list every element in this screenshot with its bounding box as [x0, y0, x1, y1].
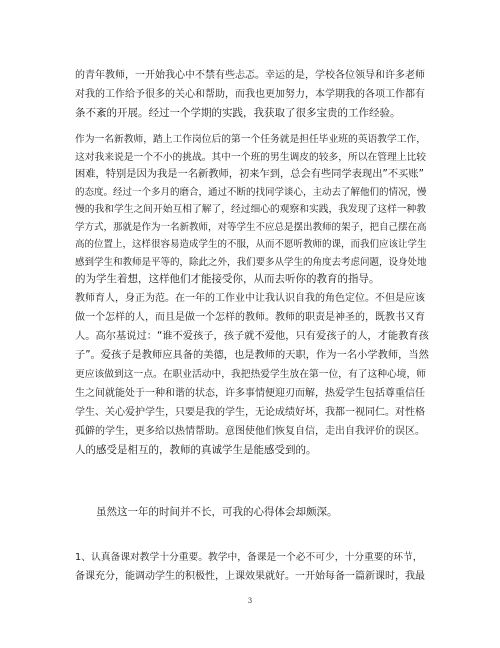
text-line: 学生、关心爱护学生，只要是我的学生，无论成绩好坏，我都一视同仁。对性格: [75, 407, 425, 418]
text-line: 的青年教师，一开始我心中不禁有些忐忑。幸运的是，学校各位领导和许多老师: [75, 70, 425, 81]
text-line: 人的感受是相互的，教师的真诚学生是能感受到的。: [75, 444, 317, 456]
text-line: 这对我来说是一个不小的挑战。其中一个班的男生调皮的较多，所以在管理上比较: [75, 151, 426, 163]
paragraph-5: [75, 548, 430, 586]
text-line: 子”。爱孩子是教师应具备的美德，也是教师的天职，作为一名小学教师，当然: [75, 349, 429, 361]
text-line: 的态度。经过一个多月的磨合，通过不断的找同学谈心，主动去了解他们的情况，慢: [75, 186, 427, 198]
text-line: 条不紊的开展。经过一个学期的实践，我获取了很多宝贵的工作经验。: [75, 107, 401, 119]
paragraph-2: [75, 131, 430, 289]
text-line: 教师育人，身正为范。在一年的工作业中让我认识自我的角色定位。不但是应该: [75, 293, 425, 304]
text-line: 困难，特别是因为我是一名新教师，初来乍到，总会有些同学表现出”不买账”: [75, 168, 424, 180]
paragraph-3: [75, 289, 430, 460]
text-line: 学方式，那就是作为一名新教师，对等学生不应总是摆出教师的架子，把自己摆在高: [75, 221, 427, 233]
text-line: 1、认真备课对教学十分重要。教学中，备课是一个必不可少，十分重要的环节，: [75, 552, 423, 563]
text-line: 对我的工作给予很多的关心和帮助，而我也更加努力，本学期我的各项工作都有: [75, 89, 425, 100]
page-number: 3: [247, 597, 253, 605]
text-line: 孤僻的学生，更多给以热情帮助。意图使他们恢复自信，走出自我评价的误区。: [75, 426, 425, 437]
text-line: 更应该做到这一点。在职业活动中，我把热爱学生放在第一位，有了这种心境，师: [75, 369, 426, 380]
paragraph-1: [75, 66, 430, 123]
text-line: 虽然这一年的时间并不长，可我的心得体会却颇深。: [75, 506, 338, 518]
text-line: 做一个怎样的人，而且是做一个怎样的教师。教师的职责是神圣的，既教书又育: [75, 312, 425, 323]
text-line: 人。高尔基说过：“谁不爱孩子，孩子就不爱他，只有爱孩子的人，才能教育孩: [75, 330, 429, 342]
text-line: 作为一名新教师，踏上工作岗位后的第一个任务就是担任毕业班的英语教学工作，: [75, 134, 426, 145]
text-line: 的为学生着想，这样他们才能接受你，从而去听你的教育的指导。: [75, 273, 380, 285]
text-line: 高的位置上，这样很容易造成学生的不服，从而不愿听教师的课，而我们应该让学生: [75, 239, 427, 250]
paragraph-4: [75, 503, 430, 522]
text-line: 慢的我和学生之间开始互相了解了，经过细心的观察和实践，我发现了这样一种教: [75, 204, 426, 215]
text-line: 备课充分，能调动学生的积极性，上课效果就好。一开始每备一篇新课时，我最: [75, 571, 425, 582]
text-line: 生之间就能处于一种和谐的状态，许多事情便迎刃而解，热爱学生包括尊重信任: [75, 388, 425, 399]
text-line: 感到学生和教师是平等的，除此之外，我们要多从学生的角度去考虑问题，设身处地: [75, 256, 427, 268]
